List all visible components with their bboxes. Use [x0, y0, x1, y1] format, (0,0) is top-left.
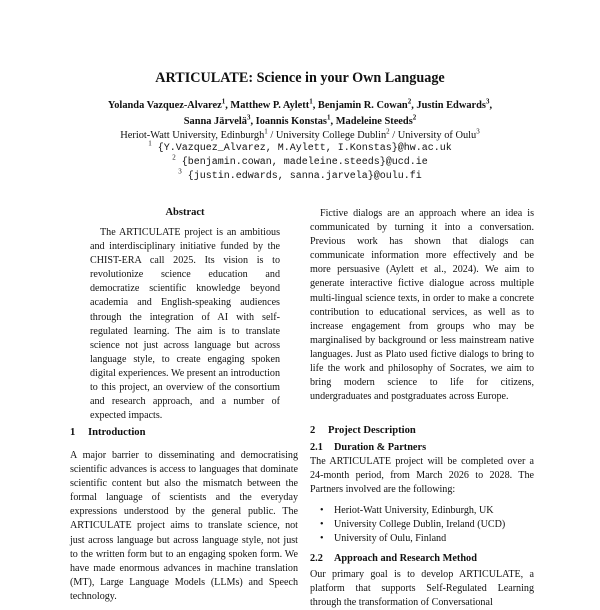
introduction-text: A major barrier to disseminating and democratising scientific advances is access to languages that dominate scientific content but also the mismatch between the formal language of scientists and the everyday expressions understood by the general public. The ARTICULATE project aims to translate science, not just across language but across language style, not just to the written form but to an engaging spoken form. We have made enormous advances in machine translation (MT), Large Language Models (LLMs) and Speech technology.: [70, 450, 298, 602]
email-line-3: [0, 167, 600, 182]
abstract-body: [90, 226, 280, 423]
author-affil-mark: 3: [485, 97, 490, 106]
section-number: 2.2: [310, 553, 323, 564]
email-address: {Y.Vazquez_Alvarez, M.Aylett, I.Konstas}@hw.ac.uk: [157, 143, 452, 154]
author-name: Ioannis Konstas: [255, 115, 327, 127]
list-item: [320, 518, 540, 532]
paragraph-text: The ARTICULATE project will be completed over a 24-month period, from March 2026 to 2028. The Partners involved are the following:: [310, 456, 534, 496]
section-title: Duration & Partners: [334, 442, 427, 453]
approach-paragraph: [310, 568, 534, 610]
section-title: Approach and Research Method: [334, 553, 477, 564]
partners-list: [320, 504, 540, 546]
email-address: {benjamin.cowan, madeleine.steeds}@ucd.ie: [181, 157, 428, 168]
author-name: Sanna Järvelä: [183, 115, 247, 127]
partner-name: University College Dublin, Ireland (UCD): [334, 519, 506, 530]
author-affil-mark: 2: [407, 97, 412, 106]
email-mark: 2: [172, 153, 176, 162]
section-title: Project Description: [328, 425, 416, 436]
author-affil-mark: 2: [412, 113, 417, 122]
duration-paragraph: [310, 455, 534, 497]
affiliation: University of Oulu: [397, 130, 477, 141]
author-line-2: Sanna Järvelä$^3$, Ioannis Konstas$^1$, Madeleine Steeds$^2$: [183, 113, 417, 127]
subsection-heading-approach: [310, 553, 477, 564]
author-name: Yolanda Vazquez-Alvarez: [107, 100, 222, 111]
bullet-icon: •: [320, 519, 324, 530]
affiliations: Heriot-Watt University, Edinburgh$^1$ / University College Dublin$^2$ / University of Oulu$^3$: [120, 127, 480, 141]
affiliation-mark: 1: [264, 127, 268, 136]
email-line-1: [0, 139, 600, 154]
list-item: [320, 504, 540, 518]
bullet-icon: •: [320, 505, 324, 516]
author-line-1: Yolanda Vazquez-Alvarez$^1$, Matthew P. Aylett$^1$, Benjamin R. Cowan$^2$, Justin Edwards$^3$,: [107, 97, 493, 111]
paragraph-text: Fictive dialogs are an approach where an idea is communicated by turning it into a conversation. Previous work has shown that dialogs can communicate information more effectively and be more persuasive (Aylett et al., 2024). We aim to generate interactive fictive dialogue across multiple multi-lingual science texts, in order to make a concrete contribution to educational services, as well as to increase engagement from groups who may be marginalised by background or less mainstream native languages. Just as Plato used fictive dialogs to bring to life the work and philosophy of Socrates, we aim to bring modern science to life for citizens, undergraduates and postgraduates across Europe.: [310, 208, 534, 403]
affiliation-mark: 3: [476, 127, 480, 136]
email-mark: 3: [178, 167, 182, 176]
author-affil-mark: 3: [246, 113, 251, 122]
author-affil-mark: 1: [221, 97, 226, 106]
paper-title: ARTICULATE: Science in your Own Language: [155, 70, 445, 86]
author-name: Benjamin R. Cowan: [317, 100, 408, 111]
introduction-body: [70, 449, 298, 604]
partner-name: University of Oulu, Finland: [334, 533, 447, 544]
subsection-heading-duration: [310, 442, 426, 453]
email-line-2: [0, 153, 600, 168]
section-number: 2: [310, 425, 316, 436]
section-heading-project-description: [310, 425, 416, 436]
paragraph-text: Our primary goal is to develop ARTICULATE, a platform that supports Self-Regulated Learning through the transformation of Conversational: [310, 569, 534, 609]
author-list: [40, 98, 560, 129]
affiliation: Heriot-Watt University, Edinburgh: [120, 130, 265, 141]
section-number: 2.1: [310, 442, 323, 453]
section-number: 1: [70, 427, 76, 438]
author-name: Madeleine Steeds: [335, 115, 413, 127]
author-name: Justin Edwards: [416, 100, 486, 111]
email-address: {justin.edwards, sanna.jarvela}@oulu.fi: [187, 171, 422, 182]
abstract-text: The ARTICULATE project is an ambitious and interdisciplinary initiative funded by the CHIST-ERA call 2025. Its vision is to revolutionize science education and democratize scientific knowledge beyond academia and English-speaking audiences through the integration of AI with self-regulated learning. The aim is to translate science not just across language but across language style, to create engaging spoken digital experiences. We present an introduction to this project, an overview of the consortium and research approach, and a number of expected impacts.: [90, 227, 280, 422]
partner-name: Heriot-Watt University, Edinburgh, UK: [334, 505, 494, 516]
email-mark: 1: [148, 139, 152, 148]
fictive-dialogs-paragraph: [310, 207, 534, 404]
author-affil-mark: 1: [326, 113, 331, 122]
section-title: Introduction: [88, 427, 146, 438]
affiliation: University College Dublin: [275, 130, 387, 141]
section-heading-introduction: [70, 427, 146, 438]
author-affil-mark: 1: [309, 97, 313, 106]
affiliation-mark: 2: [386, 127, 390, 136]
list-item: [320, 532, 540, 546]
author-name: Matthew P. Aylett: [230, 100, 310, 111]
abstract-heading: Abstract: [165, 207, 205, 218]
bullet-icon: •: [320, 533, 324, 544]
